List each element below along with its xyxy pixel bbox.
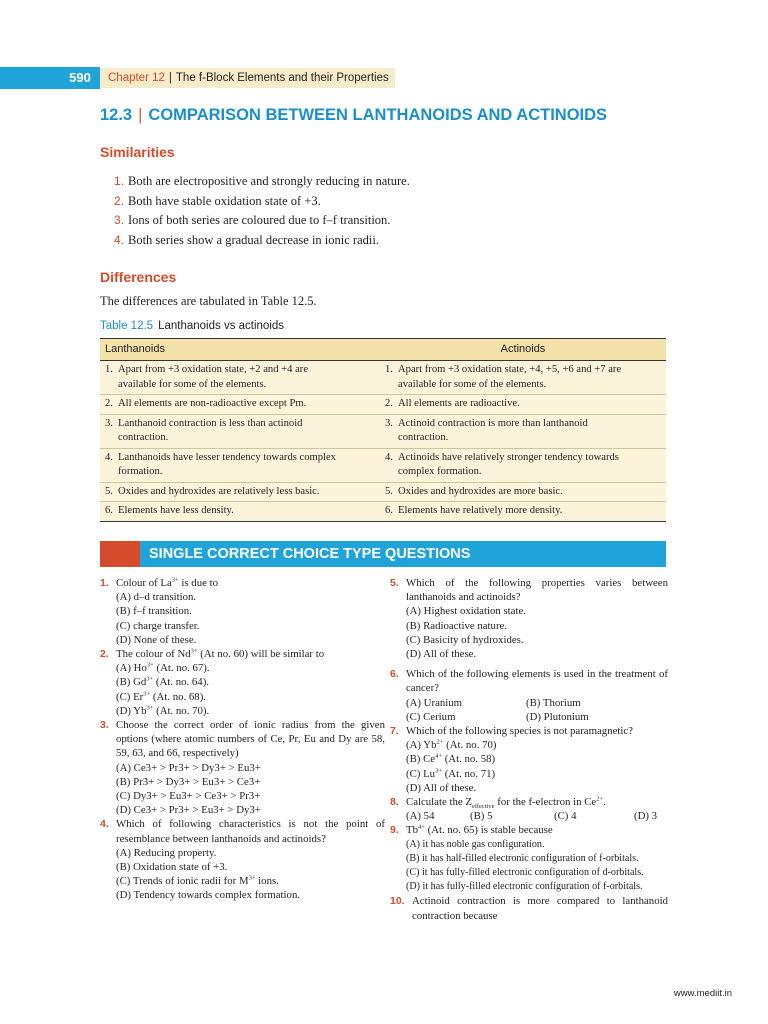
cell-number: 1. xyxy=(385,364,393,375)
question-text: Which of the following properties varies between lanthanoids and actinoids? xyxy=(406,577,668,604)
differences-intro: The differences are tabulated in Table 12.5. xyxy=(100,294,317,308)
item-number: 2. xyxy=(113,193,124,208)
question-text: Which of the following species is not paramagnetic? xyxy=(406,725,633,738)
banner-accent xyxy=(100,541,140,567)
similarities-list xyxy=(100,172,660,250)
table-cell xyxy=(380,448,666,482)
superscript: 3+ xyxy=(146,675,154,683)
option-d: (D) 3 xyxy=(634,810,658,823)
cell-number: 2. xyxy=(385,398,393,409)
text: Colour of La xyxy=(116,577,172,589)
item-text: Ions of both series are coloured due to f–f transition. xyxy=(128,213,391,227)
option-a: (A) it has noble gas configuration. xyxy=(406,838,545,850)
table-cell xyxy=(380,482,666,502)
option-b: (B) Pr3+ > Dy3+ > Eu3+ > Ce3+ xyxy=(116,775,261,788)
options xyxy=(390,809,668,823)
superscript: 3+ xyxy=(143,690,151,698)
cell-number: 2. xyxy=(105,398,113,409)
cell-text: Elements have less density. xyxy=(118,505,234,516)
option-a: (A) Highest oxidation state. xyxy=(406,605,526,618)
question-number: 7. xyxy=(390,725,399,738)
chapter-label: Chapter 12 xyxy=(108,72,165,84)
text: (At. no. 64). xyxy=(153,676,209,689)
question-text: Actinoid contraction is more compared to lanthanoid contraction because xyxy=(412,895,668,922)
question-8 xyxy=(390,795,668,823)
cell-text: Elements have relatively more density. xyxy=(398,505,563,516)
options xyxy=(100,661,385,718)
option-c xyxy=(116,690,385,704)
superscript: 3+ xyxy=(146,704,154,712)
table-cell xyxy=(100,448,380,482)
option-d xyxy=(116,704,385,718)
option-d: (D) Tendency towards complex formation. xyxy=(116,889,301,902)
item-text: Both are electropositive and strongly reducing in nature. xyxy=(128,174,410,188)
text: Tb xyxy=(406,824,418,837)
option-b xyxy=(116,675,385,689)
question-number: 8. xyxy=(390,796,399,809)
item-number: 3. xyxy=(113,213,124,227)
cell-number: 5. xyxy=(105,485,113,497)
question-7 xyxy=(390,724,668,795)
question-text xyxy=(390,823,668,837)
questions-right-column xyxy=(390,576,668,923)
table-caption xyxy=(100,320,284,332)
table-cell xyxy=(100,414,380,448)
option-a: (A) Reducing property. xyxy=(116,846,217,859)
table-title: Lanthanoids vs actinoids xyxy=(158,320,285,332)
option-b: (B) f–f transition. xyxy=(116,605,192,618)
table-header-row xyxy=(100,339,666,361)
cell-text: Actinoid contraction is more than lanthanoid xyxy=(398,417,588,429)
question-text: Which of the following elements is used in the treatment of cancer? xyxy=(406,668,668,695)
question-text: Which of following characteristics is not the point of resemblance between lanthanoids and actinoids? xyxy=(116,818,385,845)
table-cell xyxy=(100,502,380,522)
table-number: Table 12.5 xyxy=(100,320,154,332)
options xyxy=(100,590,385,647)
question-10 xyxy=(390,894,668,922)
questions-banner-title: SINGLE CORRECT CHOICE TYPE QUESTIONS xyxy=(149,546,471,562)
page-number: 590 xyxy=(69,70,91,85)
option-d: (D) Ce3+ > Pr3+ > Eu3+ > Dy3+ xyxy=(116,804,261,817)
option-c xyxy=(116,874,385,888)
question-text xyxy=(100,647,385,661)
section-title-divider: | xyxy=(138,106,143,124)
options xyxy=(100,761,385,818)
question-4 xyxy=(100,817,385,902)
option-c: (C) Dy3+ > Eu3+ > Ce3+ > Pr3+ xyxy=(116,790,261,803)
option-c: (C) Basicity of hydroxides. xyxy=(406,633,524,646)
text: (At. no. 68). xyxy=(150,690,206,703)
cell-text: All elements are non-radioactive except Pm. xyxy=(118,398,307,409)
cell-text-cont: contraction. xyxy=(398,432,449,443)
option-d: (D) None of these. xyxy=(116,633,197,646)
cell-text: Oxides and hydroxides are more basic. xyxy=(398,485,563,497)
table-row xyxy=(100,361,666,395)
cell-number: 6. xyxy=(105,505,113,516)
option-d: (D) Plutonium xyxy=(526,710,589,723)
similarities-heading: Similarities xyxy=(100,144,175,160)
table-cell xyxy=(100,395,380,415)
superscript: 3+ xyxy=(146,661,154,669)
text: (At. no. 70). xyxy=(153,704,210,717)
superscript: 2+ xyxy=(436,738,444,746)
cell-number: 5. xyxy=(385,485,393,497)
cell-text-cont: formation. xyxy=(118,466,163,477)
cell-text-cont: available for some of the elements. xyxy=(398,378,547,390)
subscript: effective xyxy=(471,803,495,811)
option-c: (C) it has fully-filled electronic configuration of d-orbitals. xyxy=(406,867,644,879)
superscript: 4+ xyxy=(435,752,443,760)
questions-left-column xyxy=(100,576,385,903)
cell-text-cont: contraction. xyxy=(118,432,169,443)
footer-url: www.mediit.in xyxy=(673,988,732,999)
text: (At no. 60) will be similar to xyxy=(197,648,325,661)
cell-number: 3. xyxy=(105,417,113,429)
section-title xyxy=(100,106,607,125)
option-d: (D) All of these. xyxy=(406,781,477,794)
option-d: (D) it has fully-filled electronic configuration of f-orbitals. xyxy=(406,881,643,893)
option-a: (A) Uranium xyxy=(406,696,463,709)
cell-text: Lanthanoid contraction is less than actinoid xyxy=(118,417,303,429)
question-number: 3. xyxy=(100,719,109,732)
text: (At. no. 71) xyxy=(442,767,496,780)
cell-text: Apart from +3 oxidation state, +4, +5, +6 and +7 are xyxy=(398,364,622,375)
text: (C) Lu xyxy=(406,767,436,780)
text: (C) Er xyxy=(116,690,144,703)
list-item xyxy=(100,172,660,192)
question-2 xyxy=(100,647,385,718)
text: (At. no. 58) xyxy=(442,753,496,766)
table-row xyxy=(100,414,666,448)
item-text: Both series show a gradual decrease in ionic radii. xyxy=(128,232,379,247)
cell-text: Apart from +3 oxidation state, +2 and +4 are xyxy=(118,364,309,375)
text: Calculate the Z xyxy=(406,796,472,809)
cell-text: Actinoids have relatively stronger tendency towards xyxy=(398,451,619,463)
question-number: 10. xyxy=(390,895,405,908)
option-d: (D) All of these. xyxy=(406,648,477,661)
list-item xyxy=(100,211,660,231)
column-header-actinoids: Actinoids xyxy=(380,339,666,361)
options xyxy=(390,696,668,724)
column-header-lanthanoids: Lanthanoids xyxy=(100,339,380,361)
question-number: 9. xyxy=(390,824,399,837)
text: for the f-electron in Ce xyxy=(494,796,597,809)
question-number: 1. xyxy=(100,577,109,589)
chapter-separator: | xyxy=(168,72,172,84)
superscript: 2+ xyxy=(596,795,604,803)
text: ions. xyxy=(255,875,279,888)
option-b: (B) Oxidation state of +3. xyxy=(116,861,228,874)
text: (D) Yb xyxy=(116,704,147,717)
question-number: 4. xyxy=(100,818,109,831)
question-3 xyxy=(100,718,385,817)
question-text xyxy=(100,576,385,590)
option-b: (B) Thorium xyxy=(526,696,581,709)
cell-number: 1. xyxy=(105,364,113,375)
superscript: 3+ xyxy=(435,767,443,775)
table-row xyxy=(100,395,666,415)
text: (At. no. 67). xyxy=(153,662,210,675)
question-1 xyxy=(100,576,385,647)
table-cell xyxy=(100,361,380,395)
chapter-title: The f-Block Elements and their Properties xyxy=(175,72,389,84)
options xyxy=(390,738,668,795)
cell-number: 6. xyxy=(385,505,393,516)
comparison-table xyxy=(100,338,666,522)
option-b xyxy=(406,752,668,766)
text: (C) Trends of ionic radii for M xyxy=(116,875,249,888)
options xyxy=(390,604,668,661)
table-cell xyxy=(380,414,666,448)
cell-number: 3. xyxy=(385,417,393,429)
text: (At. no. 65) is stable because xyxy=(424,824,553,837)
option-c: (C) Cerium xyxy=(406,710,456,723)
item-number: 4. xyxy=(113,232,124,247)
text: . xyxy=(603,796,606,809)
question-9 xyxy=(390,823,668,894)
superscript: 3+ xyxy=(190,647,198,655)
text: The colour of Nd xyxy=(116,648,191,661)
table-row xyxy=(100,482,666,502)
table-cell xyxy=(100,482,380,502)
list-item xyxy=(100,231,660,251)
option-a: (A) d–d transition. xyxy=(116,591,197,604)
question-text: Choose the correct order of ionic radius from the given options (where atomic numbers of Ce, Pr, Eu and Dy are 58, 59, 63, and 66, respectively) xyxy=(116,719,385,760)
text: (B) Gd xyxy=(116,676,147,689)
cell-text-cont: complex formation. xyxy=(398,466,482,477)
item-number: 1. xyxy=(113,174,124,188)
text: (At. no. 70) xyxy=(443,739,497,752)
option-a xyxy=(116,661,385,675)
superscript: 4+ xyxy=(418,823,425,831)
option-b: (B) Radioactive nature. xyxy=(406,619,508,632)
option-a: (A) Ce3+ > Pr3+ > Dy3+ > Eu3+ xyxy=(116,761,261,774)
cell-text: Lanthanoids have lesser tendency towards complex xyxy=(118,451,336,463)
differences-heading: Differences xyxy=(100,269,177,285)
cell-text: Oxides and hydroxides are relatively less basic. xyxy=(118,485,320,497)
option-c: (C) charge transfer. xyxy=(116,619,200,632)
chapter-running-head xyxy=(100,68,395,88)
text: is due to xyxy=(178,577,218,589)
option-a: (A) 54 xyxy=(406,810,435,823)
cell-number: 4. xyxy=(105,451,113,463)
question-number: 2. xyxy=(100,648,109,661)
table-row xyxy=(100,502,666,522)
list-item xyxy=(100,192,660,212)
question-number: 5. xyxy=(390,577,399,589)
item-text: Both have stable oxidation state of +3. xyxy=(128,193,321,208)
table-cell xyxy=(380,395,666,415)
cell-text-cont: available for some of the elements. xyxy=(118,378,267,390)
question-6 xyxy=(390,667,668,724)
table-row xyxy=(100,448,666,482)
text: (A) Yb xyxy=(406,739,437,752)
option-a xyxy=(406,738,668,752)
cell-text: All elements are radioactive. xyxy=(398,398,520,409)
text: (A) Ho xyxy=(116,662,147,675)
question-text xyxy=(390,795,668,809)
options xyxy=(100,846,385,903)
table-cell xyxy=(380,502,666,522)
options xyxy=(390,838,668,895)
cell-number: 4. xyxy=(385,451,393,463)
option-b: (B) it has half-filled electronic configuration of f-orbitals. xyxy=(406,852,639,864)
option-c: (C) 4 xyxy=(554,810,577,823)
section-number: 12.3 xyxy=(100,106,133,124)
table-cell xyxy=(380,361,666,395)
option-c xyxy=(406,767,668,781)
option-b: (B) 5 xyxy=(470,810,493,823)
question-number: 6. xyxy=(390,668,399,681)
section-title-text: COMPARISON BETWEEN LANTHANOIDS AND ACTINOIDS xyxy=(148,106,608,124)
superscript: 3+ xyxy=(171,576,179,584)
text: (B) Ce xyxy=(406,753,436,766)
superscript: 3+ xyxy=(248,874,256,882)
question-5 xyxy=(390,576,668,661)
